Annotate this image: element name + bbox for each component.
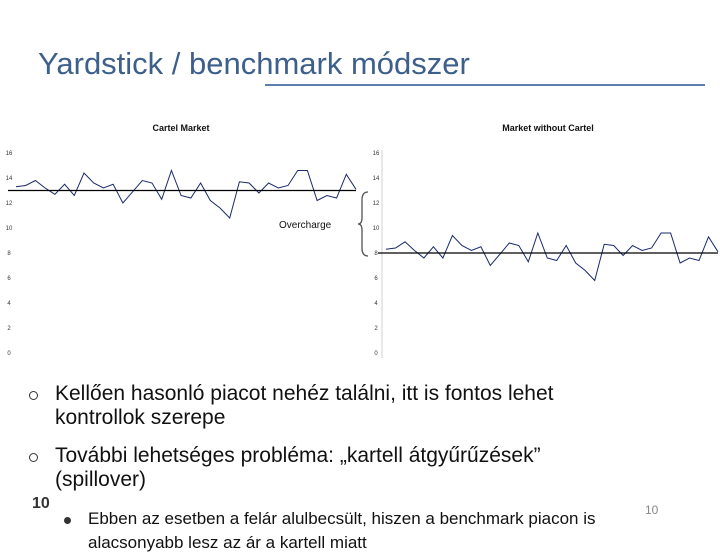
bullet-icon <box>29 391 38 400</box>
y-tick-label: 10 <box>5 226 13 232</box>
bullet-icon <box>29 453 38 462</box>
y-tick-label: 16 <box>372 151 380 157</box>
y-tick-label: 0 <box>7 351 11 357</box>
bullet-text: Kellően hasonló piacot nehéz találni, itt is fontos lehet <box>55 382 554 405</box>
overcharge-annotation <box>279 192 368 256</box>
chart-title: Cartel Market <box>152 123 210 133</box>
sub-bullet-text: Ebben az esetben a felár alulbecsült, hiszen a benchmark piacon is <box>88 509 596 528</box>
overcharge-label: Overcharge <box>279 220 332 231</box>
y-tick-label: 4 <box>374 301 378 307</box>
y-tick-label: 12 <box>5 201 13 207</box>
y-tick-label: 16 <box>5 151 13 157</box>
y-tick-label: 14 <box>372 176 380 182</box>
page-number: 10 <box>645 503 659 517</box>
series-line <box>16 171 356 219</box>
bullet-text: (spillover) <box>55 468 147 491</box>
y-tick-label: 6 <box>374 276 378 282</box>
y-tick-label: 14 <box>5 176 13 182</box>
bullet-text: kontrollok szerepe <box>55 406 226 429</box>
y-axis-ticks <box>373 151 380 357</box>
chart-title: Market without Cartel <box>502 123 594 133</box>
overcharge-bracket <box>358 192 368 256</box>
sub-bullet-text: alacsonyabb lesz az ár a kartell miatt <box>88 533 367 552</box>
slide-title: Yardstick / benchmark módszer <box>38 46 470 81</box>
y-tick-label: 10 <box>372 226 380 232</box>
y-tick-label: 2 <box>7 326 11 332</box>
bullet-text: További lehetséges probléma: „kartell átgyűrűzések” <box>55 444 541 467</box>
y-tick-label: 12 <box>372 201 380 207</box>
y-tick-label: 6 <box>7 276 11 282</box>
y-tick-label: 8 <box>7 251 11 257</box>
series-line <box>386 233 718 281</box>
market-without-cartel-chart <box>373 123 718 358</box>
y-tick-label: 0 <box>374 351 378 357</box>
y-tick-label: 8 <box>374 251 378 257</box>
sub-bullet-icon <box>64 517 71 524</box>
cartel-market-chart <box>6 123 356 357</box>
y-tick-label: 4 <box>7 301 11 307</box>
y-tick-label: 2 <box>374 326 378 332</box>
y-axis-ticks <box>6 151 13 357</box>
page-number: 10 <box>32 495 50 512</box>
